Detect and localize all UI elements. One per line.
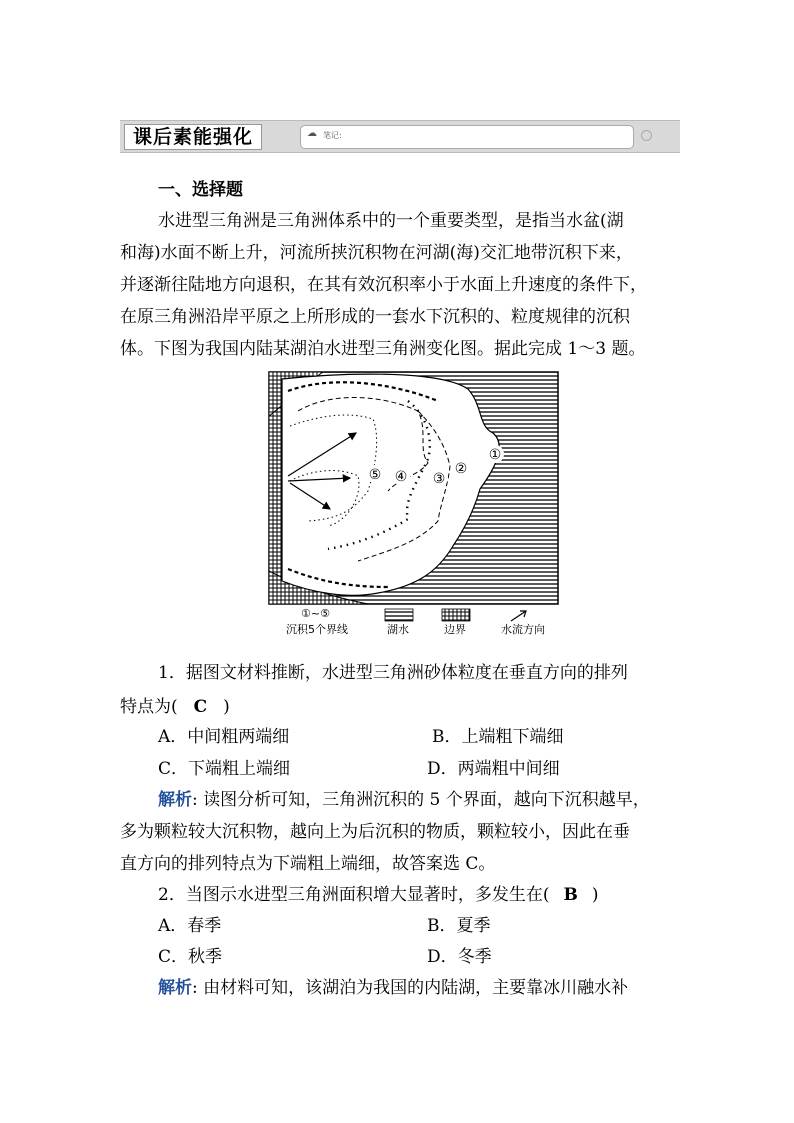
intro-line-5: 体。下图为我国内陆某湖泊水进型三角洲变化图。据此完成 1～3 题。 <box>120 339 646 359</box>
legend-flow-arrow-icon <box>511 611 526 621</box>
marker-2: ② <box>454 461 468 477</box>
q1-analysis-line-2: 多为颗粒较大沉积物，越向上为后沉积的物质，颗粒较小，因此在垂 <box>120 822 630 842</box>
q2-option-c: C．秋季 <box>158 947 223 967</box>
q1-option-d: D．两端粗中间细 <box>427 759 560 779</box>
q2-option-a: A．春季 <box>158 916 222 936</box>
legend-boundary-label: 边界 <box>444 623 466 636</box>
analysis-label: 解析 <box>158 790 192 810</box>
intro-line-2: 和海)水面不断上升，河流所挟沉积物在河湖(海)交汇地带沉积下来， <box>120 243 633 263</box>
q2-option-d: D．冬季 <box>427 947 492 967</box>
q2-answer: B <box>563 885 578 905</box>
legend-boundary-swatch <box>442 609 470 621</box>
legend-lake-label: 湖水 <box>387 623 409 636</box>
marker-5: ⑤ <box>368 467 382 483</box>
q1-analysis-line-1: 解析: 读图分析可知，三角洲沉积的 5 个界面，越向下沉积越早， <box>158 790 650 810</box>
intro-line-4: 在原三角洲沿岸平原之上所形成的一套水下沉积的、粒度规律的沉积 <box>120 307 630 327</box>
intro-line-3: 并逐渐往陆地方向退积，在其有效沉积率小于水面上升速度的条件下， <box>120 275 647 295</box>
section-banner <box>120 120 680 153</box>
legend-lines-symbol: ①~⑤ <box>301 607 330 620</box>
marker-4: ④ <box>394 469 408 485</box>
q1-stem-line-2: 特点为( C ) <box>120 697 230 717</box>
q1-analysis-line-3: 直方向的排列特点为下端粗上端细，故答案选 C。 <box>120 854 496 874</box>
delta-map-figure <box>268 371 560 641</box>
q1-answer: C <box>193 697 208 717</box>
q1-stem-line-1: 1．据图文材料推断，水进型三角洲砂体粒度在垂直方向的排列 <box>158 663 628 683</box>
marker-1: ① <box>488 447 502 463</box>
q2-analysis-line-1: 解析: 由材料可知，该湖泊为我国的内陆湖，主要靠冰川融水补 <box>158 978 629 998</box>
section-heading: 一、选择题 <box>158 180 243 200</box>
banner-title: 课后素能强化 <box>124 124 262 150</box>
marker-3: ③ <box>432 471 446 487</box>
q2-stem: 2．当图示水进型三角洲面积增大显著时，多发生在( B ) <box>158 885 599 905</box>
note-label: 笔记: <box>323 131 342 140</box>
cloud-icon: ☁ <box>307 128 317 139</box>
intro-line-1: 水进型三角洲是三角洲体系中的一个重要类型，是指当水盆(湖 <box>158 211 624 231</box>
legend-lines-label: 沉积5个界线 <box>286 623 348 636</box>
note-field[interactable] <box>300 125 634 149</box>
map-frame <box>269 372 558 604</box>
q1-option-b: B．上端粗下端细 <box>432 727 564 747</box>
q1-option-c: C．下端粗上端细 <box>158 759 291 779</box>
figure-legend <box>286 607 545 636</box>
legend-flow-label: 水流方向 <box>501 623 545 636</box>
clock-icon[interactable] <box>641 130 652 141</box>
analysis-label: 解析 <box>158 978 192 998</box>
q1-option-a: A．中间粗两端细 <box>158 727 290 747</box>
legend-lake-swatch <box>385 609 413 621</box>
q2-option-b: B．夏季 <box>427 916 491 936</box>
